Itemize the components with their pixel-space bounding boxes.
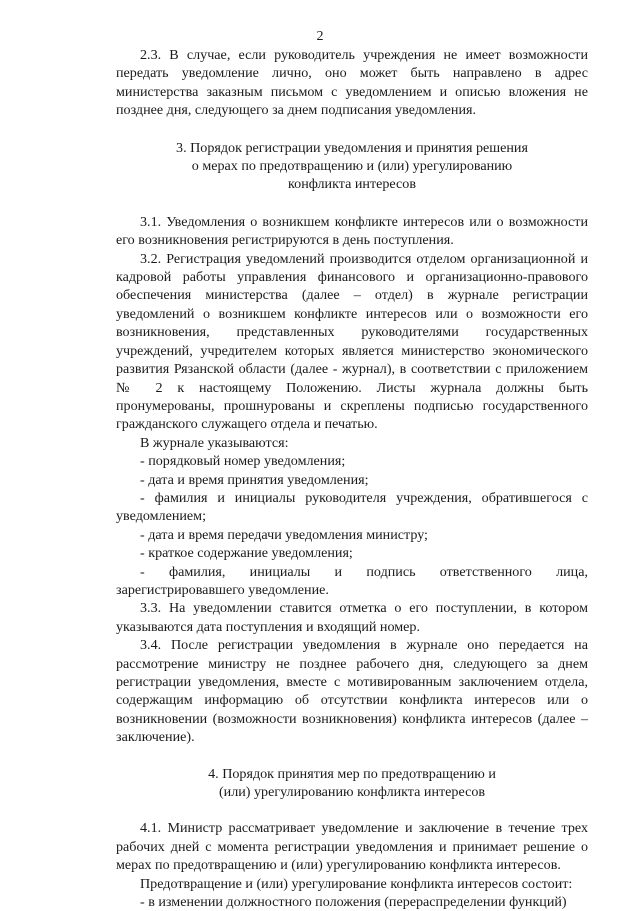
- journal-item: - фамилия, инициалы и подпись ответственного лица, зарегистрировавшего уведомление.: [116, 563, 588, 598]
- page-number: 2: [316, 29, 324, 44]
- journal-item: - краткое содержание уведомления;: [140, 545, 353, 562]
- section-3-heading-line-3: конфликта интересов: [288, 176, 416, 193]
- section-3-heading-line-2: о мерах по предотвращению и (или) урегулированию: [191, 158, 513, 175]
- paragraph-2-3: 2.3. В случае, если руководитель учреждения не имеет возможности передать уведомление лично, оно может быть направлено в адрес министерства заказным письмом с уведомлением и описью вложения не позднее дня, следующего за днем подписания уведомления.: [116, 47, 588, 119]
- section-4-heading-line-1: 4. Порядок принятия мер по предотвращению и: [208, 765, 496, 782]
- paragraph-4-1: 4.1. Министр рассматривает уведомление и заключение в течение трех рабочих дней с момента регистрации уведомления и принимает решение о мерах по предотвращению и (или) урегулированию конфликта интересов.: [116, 820, 588, 874]
- journal-item: - дата и время принятия уведомления;: [140, 471, 369, 488]
- paragraph-3-1: 3.1. Уведомления о возникшем конфликте интересов или о возможности его возникновения регистрируются в день поступления.: [116, 213, 588, 249]
- paragraph-3-2: 3.2. Регистрация уведомлений производится отделом организационной и кадровой работы управления финансового и организационно-правового обеспечения министерства (далее – отдел) в журнале регистрации уведомлений о возникшем конфликте интересов или о возможности его возникновения, представленных руководителями государственных учреждений, учредителем которых является министерство экономического развития Рязанской области (далее - журнал), в соответствии с приложением № 2 к настоящему Положению. Листы журнала должны быть пронумерованы, прошнурованы и скреплены подписью государственного гражданского служащего отдела и печатью.: [116, 250, 588, 433]
- section-4-heading: [116, 765, 588, 802]
- document-body: [116, 46, 588, 911]
- paragraph-3-3: 3.3. На уведомлении ставится отметка о его поступлении, в котором указываются дата поступления и входящий номер.: [116, 600, 588, 635]
- journal-intro: В журнале указываются:: [140, 434, 289, 451]
- section-3-heading-line-1: 3. Порядок регистрации уведомления и принятия решения: [176, 139, 528, 156]
- journal-item: - дата и время передачи уведомления министру;: [140, 526, 428, 543]
- paragraph-3-4: 3.4. После регистрации уведомления в журнале оно передается на рассмотрение министру не позднее рабочего дня, следующего за днем регистрации уведомления, вместе с мотивированным заключением отдела, содержащим информацию об отсутствии конфликта интересов или о возникновении (возможности возникновения) конфликта интересов (далее – заключение).: [116, 637, 588, 746]
- section-4-heading-line-2: (или) урегулированию конфликта интересов: [218, 784, 486, 801]
- journal-item: - порядковый номер уведомления;: [140, 453, 346, 470]
- journal-item: - фамилия и инициалы руководителя учреждения, обратившегося с уведомлением;: [116, 489, 588, 525]
- prevention-item: - в изменении должностного положения (перераспределении функций): [140, 894, 567, 911]
- prevention-intro: Предотвращение и (или) урегулирование конфликта интересов состоит:: [140, 875, 573, 892]
- section-3-heading: [116, 139, 588, 194]
